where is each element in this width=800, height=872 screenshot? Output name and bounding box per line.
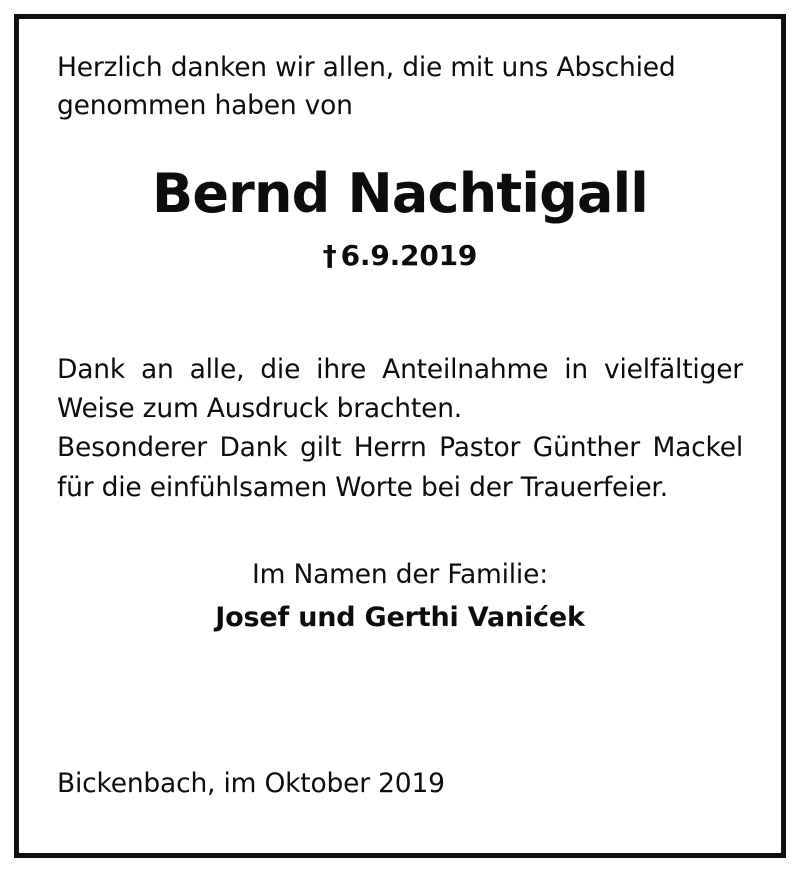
deceased-death-date	[57, 239, 743, 272]
notice-frame	[14, 14, 786, 858]
family-names: Josef und Gerthi Vanićek	[215, 601, 585, 633]
death-date-value: 6.9.2019	[340, 238, 478, 272]
thanks-line-2: Weise zum Ausdruck brachten.	[57, 393, 463, 425]
intro-line-2: genommen haben von	[57, 89, 353, 121]
family-intro: Im Namen der Familie:	[252, 558, 548, 590]
thanks-text	[57, 350, 743, 507]
thanks-line-3: Besonderer Dank gilt Herrn Pastor Günther Mackel	[57, 432, 743, 464]
thanks-line-1: Dank an alle, die ihre Anteilnahme in vielfältiger	[57, 353, 743, 385]
thanks-line-4: für die einfühlsamen Worte bei der Trauerfeier.	[57, 471, 668, 503]
intro-text	[57, 49, 743, 124]
deceased-block	[57, 162, 743, 272]
deceased-name: Bernd Nachtigall	[151, 162, 649, 226]
family-block	[57, 559, 743, 633]
intro-line-1: Herzlich danken wir allen, die mit uns Abschied	[57, 52, 676, 83]
cross-icon: †	[322, 238, 337, 272]
place-and-date: Bickenbach, im Oktober 2019	[57, 768, 445, 799]
